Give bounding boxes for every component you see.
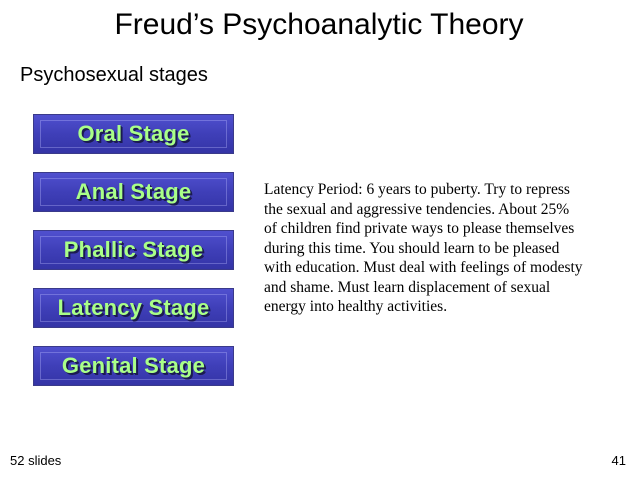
slide-count: 52 slides [10,453,62,468]
genital-stage-button[interactable] [33,346,234,386]
stage-label: Phallic Stage [63,237,204,262]
stage-label: Genital Stage [61,353,206,378]
page-number: 41 [611,453,626,468]
anal-stage-button[interactable] [33,172,234,212]
latency-description: Latency Period: 6 years to puberty. Try to repress the sexual and aggressive tendencies. About 25% of children find private ways to please themselves during this time. You should learn to be pleased with education. Must deal with feelings of modesty and shame. Must learn displacement of sexual energy into healthy activities. [264,181,583,315]
slide-title: Freud’s Psychoanalytic Theory [114,8,524,41]
stage-label: Anal Stage [75,179,192,204]
latency-stage-button[interactable] [33,288,234,328]
stage-label: Latency Stage [57,295,210,320]
stage-label: Oral Stage [77,121,190,146]
phallic-stage-button[interactable] [33,230,234,270]
slide-subtitle: Psychosexual stages [20,64,208,86]
oral-stage-button[interactable] [33,114,234,154]
